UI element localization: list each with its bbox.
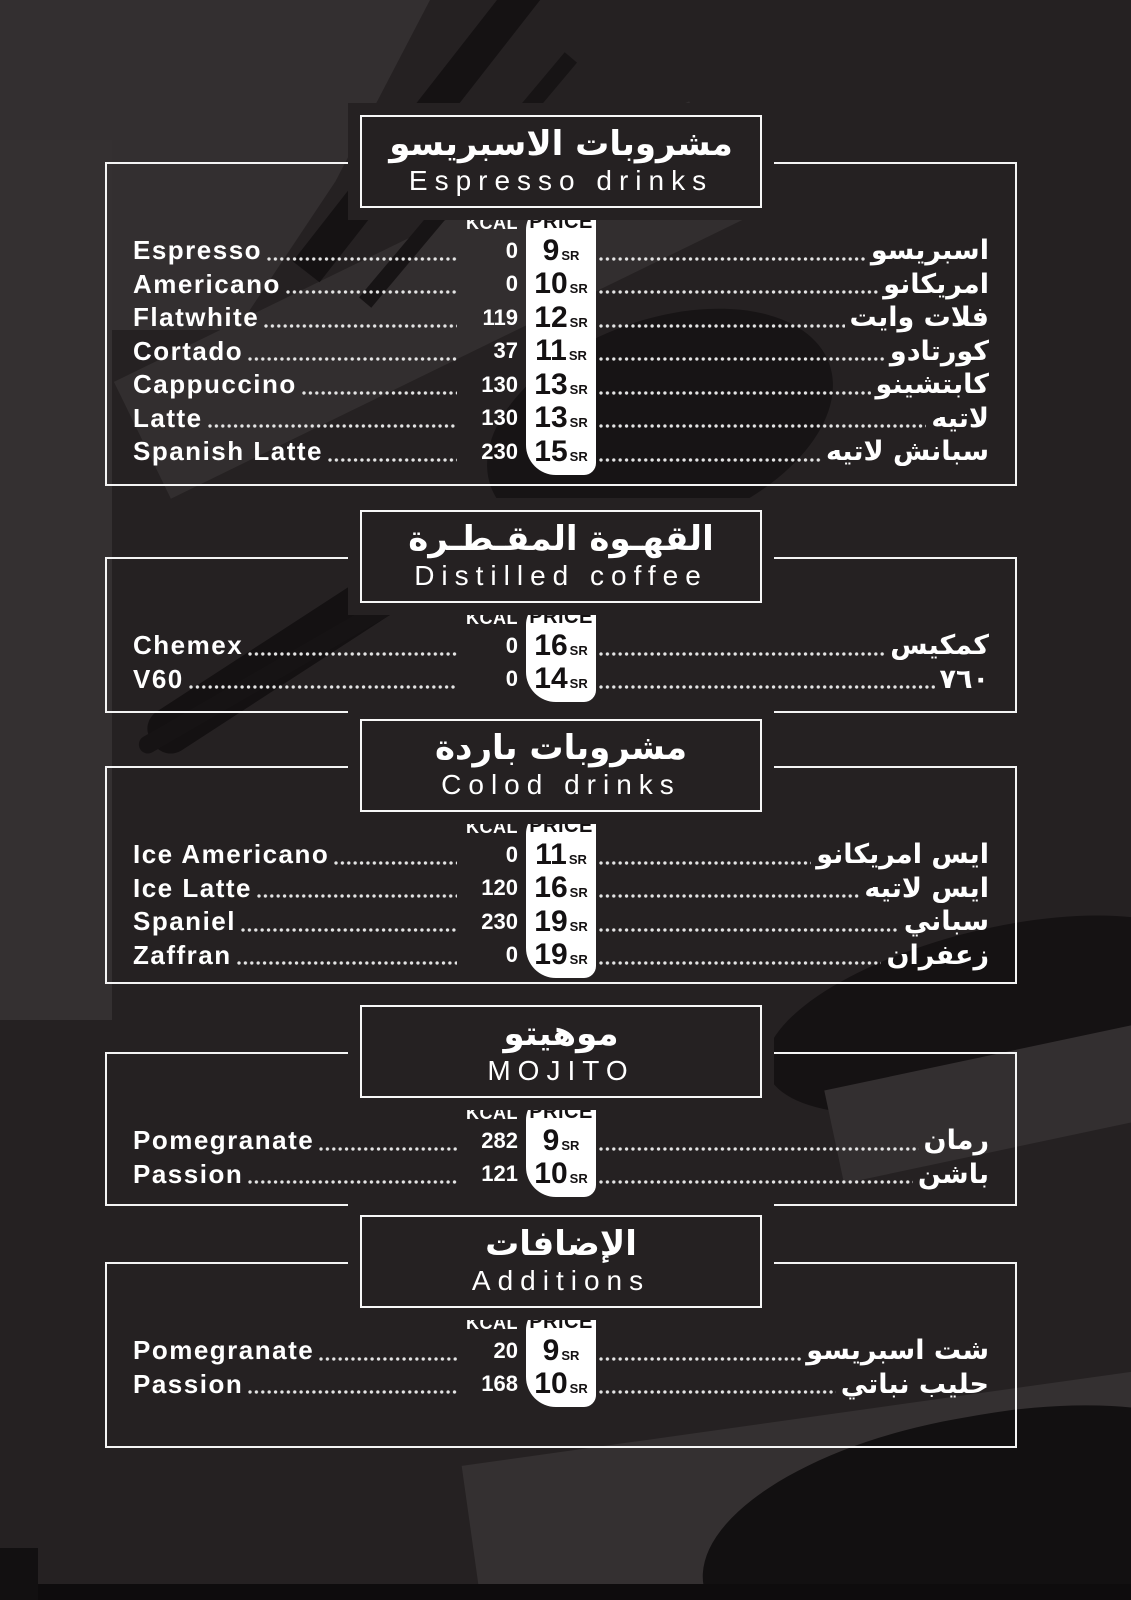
dotted-leader <box>599 391 871 395</box>
item-left-zone <box>133 369 528 400</box>
brush-stroke <box>0 140 112 1020</box>
section-title-english: Distilled coffee <box>414 559 708 591</box>
dotted-leader <box>248 652 457 656</box>
price-column-header: PRICE <box>529 815 593 837</box>
item-left-zone <box>133 235 528 266</box>
dotted-leader <box>248 1390 457 1394</box>
item-price-currency: SR <box>569 642 588 658</box>
item-price-number: 15 <box>534 434 568 468</box>
item-name-english: Cortado <box>133 335 244 366</box>
section-title-english: Espresso drinks <box>408 164 714 196</box>
brush-stroke <box>0 1584 1131 1600</box>
section-title-box <box>360 1215 762 1308</box>
item-kcal-value: 119 <box>482 304 518 330</box>
dotted-leader <box>599 685 935 689</box>
item-price <box>528 1333 594 1367</box>
item-left-zone <box>133 1159 528 1190</box>
section-title-box <box>360 1005 762 1098</box>
item-price <box>528 664 594 694</box>
item-price-number: 9 <box>542 1123 560 1157</box>
dotted-leader <box>599 1390 836 1394</box>
item-name-english: Chemex <box>133 630 244 661</box>
item-price-number: 9 <box>542 233 560 267</box>
item-name-english: Spanish Latte <box>133 436 323 467</box>
dotted-leader <box>599 257 866 261</box>
menu-item-row <box>107 838 1015 872</box>
item-right-zone <box>594 369 989 400</box>
item-name-english: Passion <box>133 1368 244 1399</box>
section-title-arabic: الإضافات <box>485 1224 637 1264</box>
item-price-number: 11 <box>535 334 567 368</box>
item-name-english: Latte <box>133 402 203 433</box>
item-price <box>528 628 594 662</box>
item-left-zone <box>133 403 528 434</box>
dotted-leader <box>257 894 457 898</box>
menu-item-row <box>107 402 1015 436</box>
item-right-zone <box>594 873 989 904</box>
item-kcal-value: 120 <box>481 875 518 901</box>
item-left-zone <box>133 1369 528 1400</box>
item-name-arabic: ٧٦٠ <box>939 663 989 695</box>
item-price-currency: SR <box>569 281 588 297</box>
price-column-header: PRICE <box>529 1311 593 1333</box>
item-price <box>528 837 594 871</box>
item-name-arabic: كابتشينو <box>875 369 989 401</box>
item-kcal-value: 0 <box>505 841 518 867</box>
section-items-box <box>105 162 1017 486</box>
brush-stroke <box>0 1548 38 1600</box>
item-name-arabic: باشن <box>917 1158 989 1190</box>
item-price-number: 10 <box>534 1157 568 1191</box>
item-price-number: 19 <box>534 904 568 938</box>
price-column-header: PRICE <box>529 606 593 628</box>
dotted-leader <box>286 290 457 294</box>
item-name-english: Zaffran <box>133 939 232 970</box>
item-right-zone <box>594 839 989 870</box>
item-price-currency: SR <box>568 348 587 364</box>
item-name-english: Ice Latte <box>133 872 252 903</box>
item-price-number: 10 <box>534 1367 568 1401</box>
column-header-row <box>107 812 1015 838</box>
menu-item-row <box>107 905 1015 939</box>
dotted-leader <box>237 961 457 965</box>
item-price-currency: SR <box>561 1137 580 1153</box>
item-kcal-value: 0 <box>505 237 518 263</box>
item-left-zone <box>133 1335 528 1366</box>
item-left-zone <box>133 873 528 904</box>
item-kcal-value: 0 <box>505 666 518 692</box>
item-right-zone <box>594 336 989 367</box>
column-header-row <box>107 1308 1015 1334</box>
item-right-zone <box>594 302 989 333</box>
item-kcal-value: 282 <box>481 1127 518 1153</box>
item-name-arabic: لاتيه <box>931 402 989 434</box>
item-right-zone <box>594 630 989 661</box>
section-title-box <box>360 510 762 603</box>
section-title-box <box>360 719 762 812</box>
item-kcal-value: 0 <box>505 632 518 658</box>
header-left-zone <box>133 213 528 234</box>
dotted-leader <box>248 1180 457 1184</box>
menu-item-row <box>107 368 1015 402</box>
dotted-leader <box>248 357 457 361</box>
item-price-number: 11 <box>535 837 567 871</box>
item-name-arabic: ايس لاتيه <box>864 872 989 904</box>
column-header-row <box>107 1098 1015 1124</box>
item-name-arabic: ايس امريكانو <box>816 839 989 871</box>
item-price-currency: SR <box>561 247 580 263</box>
item-price-currency: SR <box>561 1347 580 1363</box>
header-left-zone <box>133 817 528 838</box>
menu-item-row <box>107 268 1015 302</box>
section-title-english: MOJITO <box>487 1054 635 1086</box>
item-name-english: V60 <box>133 663 184 694</box>
section-title-english: Additions <box>471 1264 651 1296</box>
dotted-leader <box>599 424 926 428</box>
item-kcal-value: 230 <box>481 438 518 464</box>
item-right-zone <box>594 235 989 266</box>
item-left-zone <box>133 630 528 661</box>
menu-item-row <box>107 629 1015 663</box>
dotted-leader <box>599 1147 919 1151</box>
item-name-arabic: سبانش لاتيه <box>825 436 989 468</box>
item-name-english: Pomegranate <box>133 1125 315 1156</box>
dotted-leader <box>319 1147 457 1151</box>
kcal-column-header: KCAL <box>466 1313 518 1333</box>
item-right-zone <box>594 436 989 467</box>
dotted-leader <box>599 290 878 294</box>
kcal-column-header: KCAL <box>466 608 518 628</box>
item-right-zone <box>594 906 989 937</box>
item-price <box>528 904 594 938</box>
dotted-leader <box>599 458 821 462</box>
column-header-row <box>107 208 1015 234</box>
section-title-box <box>360 115 762 208</box>
item-price-currency: SR <box>569 1171 588 1187</box>
item-right-zone <box>594 940 989 971</box>
item-kcal-value: 130 <box>481 371 518 397</box>
menu-item-row <box>107 335 1015 369</box>
section-rows <box>107 1334 1015 1401</box>
item-price <box>528 367 594 401</box>
item-right-zone <box>594 403 989 434</box>
item-name-arabic: شت اسبريسو <box>806 1335 989 1367</box>
item-price <box>528 1123 594 1157</box>
menu-item-row <box>107 1158 1015 1192</box>
item-name-arabic: حليب نباتي <box>840 1368 989 1400</box>
item-name-english: Pomegranate <box>133 1335 315 1366</box>
item-kcal-value: 130 <box>481 405 518 431</box>
item-price-number: 16 <box>534 871 568 905</box>
item-kcal-value: 0 <box>505 942 518 968</box>
item-left-zone <box>133 336 528 367</box>
dotted-leader <box>334 861 457 865</box>
dotted-leader <box>319 1357 457 1361</box>
item-right-zone <box>594 1159 989 1190</box>
item-kcal-value: 121 <box>481 1161 518 1187</box>
item-name-arabic: امريكانو <box>883 268 989 300</box>
item-price <box>528 269 594 299</box>
item-kcal-value: 0 <box>505 271 518 297</box>
dotted-leader <box>599 1180 913 1184</box>
header-left-zone <box>133 1313 528 1334</box>
item-price <box>528 1369 594 1399</box>
menu-item-row <box>107 1334 1015 1368</box>
dotted-leader <box>599 1357 801 1361</box>
item-price-currency: SR <box>568 851 587 867</box>
dotted-leader <box>241 928 457 932</box>
dotted-leader <box>267 257 457 261</box>
menu-item-row <box>107 1368 1015 1402</box>
dotted-leader <box>208 424 457 428</box>
item-price <box>528 336 594 366</box>
item-name-english: Cappuccino <box>133 369 297 400</box>
item-name-english: Espresso <box>133 235 263 266</box>
item-price <box>528 873 594 903</box>
item-left-zone <box>133 269 528 300</box>
section-rows <box>107 629 1015 696</box>
kcal-column-header: KCAL <box>466 1103 518 1123</box>
price-column-header: PRICE <box>529 1101 593 1123</box>
item-price-number: 10 <box>534 267 568 301</box>
item-kcal-value: 37 <box>493 338 518 364</box>
column-header-row <box>107 603 1015 629</box>
item-price-number: 19 <box>534 938 568 972</box>
item-price <box>528 300 594 334</box>
section-rows <box>107 1124 1015 1191</box>
item-left-zone <box>133 839 528 870</box>
item-left-zone <box>133 436 528 467</box>
menu-item-row <box>107 435 1015 469</box>
section-rows <box>107 234 1015 469</box>
item-kcal-value: 20 <box>493 1337 518 1363</box>
section-rows <box>107 838 1015 972</box>
item-name-arabic: كمكيس <box>890 630 989 662</box>
dotted-leader <box>189 685 457 689</box>
item-price-currency: SR <box>569 381 588 397</box>
dotted-leader <box>264 324 457 328</box>
section-title-arabic: مشروبات الاسبريسو <box>389 124 733 164</box>
item-name-arabic: فلات وايت <box>849 302 989 334</box>
dotted-leader <box>599 324 845 328</box>
item-price-number: 13 <box>534 367 568 401</box>
item-price-currency: SR <box>569 676 588 692</box>
item-price-currency: SR <box>569 448 588 464</box>
item-price <box>528 403 594 433</box>
item-price-number: 9 <box>542 1333 560 1367</box>
item-right-zone <box>594 664 989 695</box>
item-left-zone <box>133 906 528 937</box>
header-left-zone <box>133 1103 528 1124</box>
item-name-english: Flatwhite <box>133 302 260 333</box>
dotted-leader <box>599 357 885 361</box>
item-kcal-value: 168 <box>481 1371 518 1397</box>
dotted-leader <box>599 652 885 656</box>
item-price-currency: SR <box>569 885 588 901</box>
item-price-currency: SR <box>569 1381 588 1397</box>
item-right-zone <box>594 1335 989 1366</box>
item-left-zone <box>133 302 528 333</box>
menu-item-row <box>107 939 1015 973</box>
menu-item-row <box>107 663 1015 697</box>
item-price-number: 14 <box>534 662 568 696</box>
item-left-zone <box>133 664 528 695</box>
item-price-number: 13 <box>534 401 568 435</box>
item-price-currency: SR <box>569 918 588 934</box>
section-title-arabic: مشروبات باردة <box>434 728 688 768</box>
menu-item-row <box>107 1124 1015 1158</box>
item-name-arabic: زعفران <box>886 939 989 971</box>
header-left-zone <box>133 608 528 629</box>
item-price <box>528 233 594 267</box>
dotted-leader <box>328 458 457 462</box>
item-name-arabic: اسبريسو <box>870 235 989 267</box>
item-name-arabic: سباني <box>903 906 989 938</box>
item-name-arabic: رمان <box>923 1125 989 1157</box>
item-left-zone <box>133 1125 528 1156</box>
item-name-english: Passion <box>133 1158 244 1189</box>
dotted-leader <box>599 861 811 865</box>
kcal-column-header: KCAL <box>466 817 518 837</box>
price-column-header: PRICE <box>529 211 593 233</box>
item-kcal-value: 230 <box>481 908 518 934</box>
item-price-number: 12 <box>534 300 568 334</box>
menu-item-row <box>107 301 1015 335</box>
dotted-leader <box>599 928 899 932</box>
item-name-arabic: كورتادو <box>889 335 989 367</box>
menu-item-row <box>107 872 1015 906</box>
item-price <box>528 940 594 970</box>
item-price-currency: SR <box>569 952 588 968</box>
section-title-arabic: موهيتو <box>503 1014 619 1054</box>
item-price-number: 16 <box>534 628 568 662</box>
dotted-leader <box>302 391 457 395</box>
item-name-english: Spaniel <box>133 906 236 937</box>
item-price-currency: SR <box>569 415 588 431</box>
item-left-zone <box>133 940 528 971</box>
item-price <box>528 434 594 468</box>
item-price <box>528 1159 594 1189</box>
item-name-english: Americano <box>133 268 281 299</box>
item-right-zone <box>594 1125 989 1156</box>
section-title-english: Colod drinks <box>441 768 681 800</box>
item-price-currency: SR <box>569 314 588 330</box>
item-name-english: Ice Americano <box>133 839 330 870</box>
item-right-zone <box>594 1369 989 1400</box>
dotted-leader <box>599 961 881 965</box>
item-right-zone <box>594 269 989 300</box>
menu-item-row <box>107 234 1015 268</box>
section-title-arabic: القهـوة المقـطـرة <box>408 519 714 559</box>
dotted-leader <box>599 894 859 898</box>
kcal-column-header: KCAL <box>466 213 518 233</box>
